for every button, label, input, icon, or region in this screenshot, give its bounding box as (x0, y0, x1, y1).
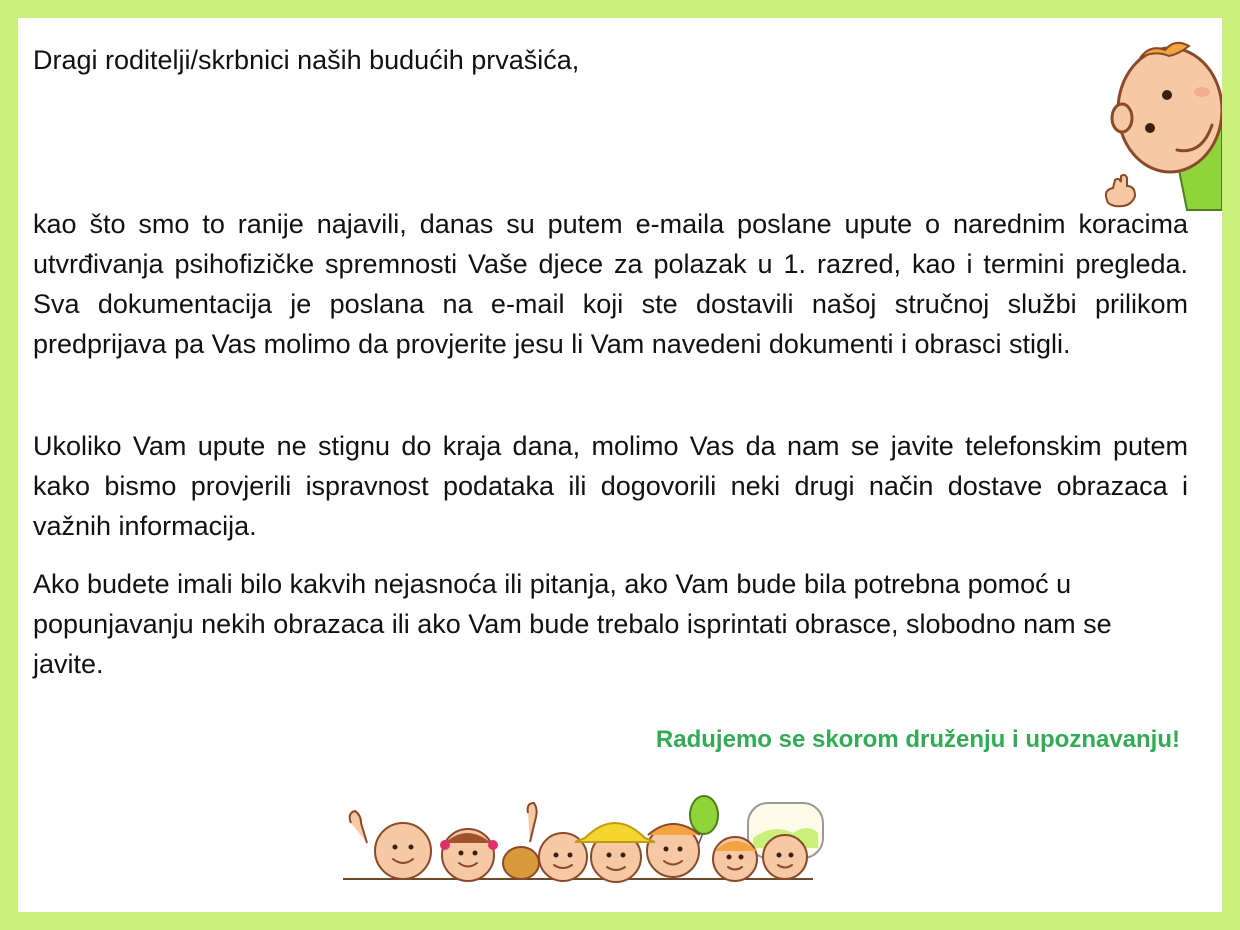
children-group-illustration (323, 783, 833, 883)
paragraph-help: Ako budete imali bilo kakvih nejasnoća ili pitanja, ako Vam bude bila potrebna pomoć u popunjavanju nekih obrazaca ili ako Vam bude trebalo isprintati obrasce, slobodno nam se javite. (33, 569, 1112, 679)
closing-line: Radujemo se skorom druženju i upoznavanju! (655, 726, 1180, 753)
paragraph-instructions: kao što smo to ranije najavili, danas su putem e-maila poslane upute o narednim koracima utvrđivanja psihofizičke spremnosti Vaše djece za polazak u 1. razred, kao i termini pregleda. Sva dokumentacija je poslana na e-mail koji ste dostavili našoj stručnoj službi prilikom predprijava pa Vas molimo da provjerite jesu li Vam navedeni dokumenti i obrasci stigli. (33, 209, 1188, 359)
letter-page (18, 18, 1222, 912)
greeting: Dragi roditelji/skrbnici naših budućih prvašića, (33, 45, 580, 75)
paragraph-contact: Ukoliko Vam upute ne stignu do kraja dana, molimo Vas da nam se javite telefonskim putem kako bismo provjerili ispravnost podataka ili dogovorili neki drugi način dostave obrazaca i važnih informacija. (33, 431, 1188, 541)
waving-child-illustration (1052, 40, 1222, 215)
